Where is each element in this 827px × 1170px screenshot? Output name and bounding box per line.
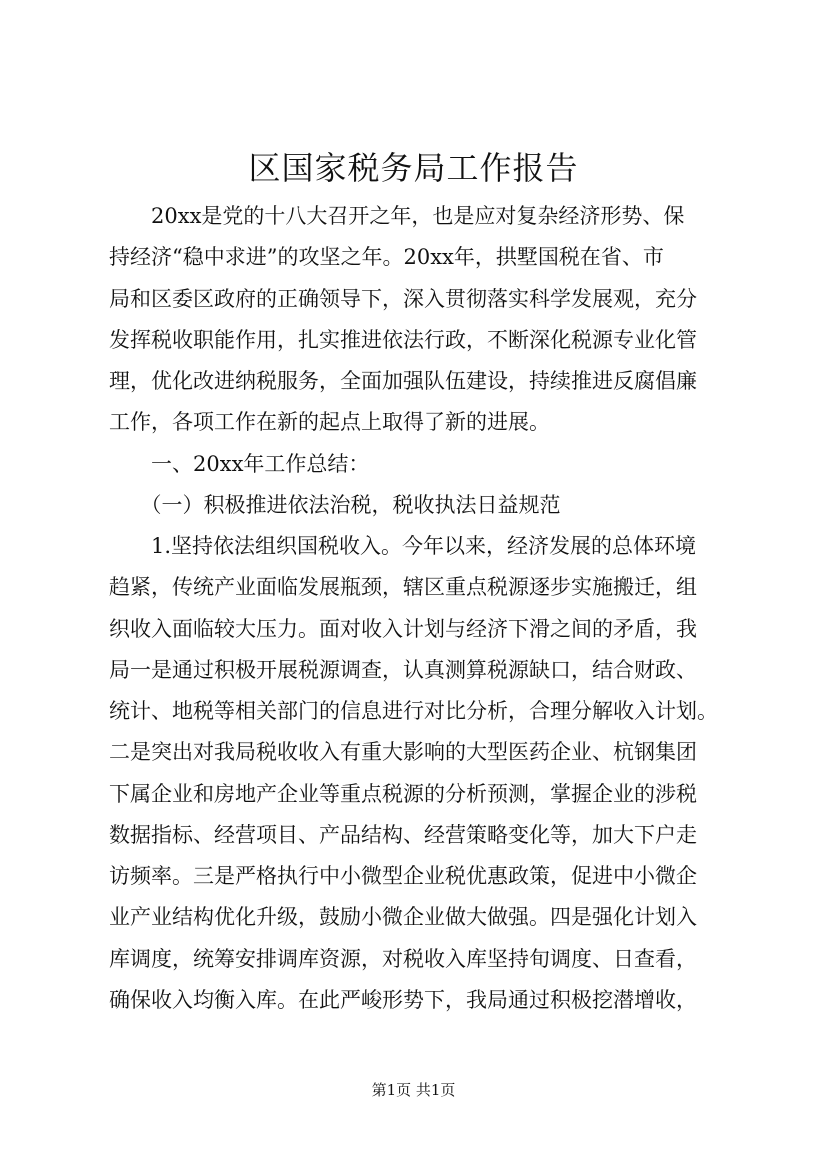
- body-line: 数据指标、经营项目、产品结构、经营策略变化等，加大下户走: [109, 822, 697, 847]
- body-line: 库调度，统筹安排调库资源，对税收入库坚持旬调度、日查看，: [109, 946, 697, 971]
- body-line: 理，优化改进纳税服务，全面加强队伍建设，持续推进反腐倡廉: [109, 369, 697, 393]
- body-line: 20xx是党的十八大召开之年，也是应对复杂经济形势、保: [109, 204, 685, 228]
- body-line: 确保收入均衡入库。在此严峻形势下，我局通过积极挖潜增收，: [109, 987, 697, 1012]
- body-line: 工作，各项工作在新的起点上取得了新的进展。: [109, 410, 550, 435]
- body-line: 1.坚持依法组织国税收入。今年以来，经济发展的总体环境: [109, 534, 697, 558]
- body-line: 局一是通过积极开展税源调查，认真测算税源缺口，结合财政、: [109, 657, 697, 682]
- document-title: 区国家税务局工作报告: [248, 149, 579, 187]
- body-line: 统计、地税等相关部门的信息进行对比分析，合理分解收入计划。: [109, 699, 718, 723]
- document-body: [109, 196, 739, 1021]
- body-line: 局和区委区政府的正确领导下，深入贯彻落实科学发展观，充分: [109, 286, 697, 311]
- subsection-heading: （一）积极推进依法治税，税收执法日益规范: [109, 492, 561, 517]
- body-line: 发挥税收职能作用，扎实推进依法行政，不断深化税源专业化管: [109, 327, 697, 352]
- body-line: 下属企业和房地产企业等重点税源的分析预测，掌握企业的涉税: [109, 781, 697, 806]
- page-footer: 第1页 共1页: [371, 1081, 456, 1099]
- section-heading: 一、20xx年工作总结：: [109, 451, 370, 476]
- body-line: 趋紧，传统产业面临发展瓶颈，辖区重点税源逐步实施搬迁，组: [109, 575, 697, 600]
- body-line: 织收入面临较大压力。面对收入计划与经济下滑之间的矛盾，我: [109, 616, 697, 641]
- body-line: 业产业结构优化升级，鼓励小微企业做大做强。四是强化计划入: [109, 905, 697, 930]
- body-line: 持经济“稳中求进”的攻坚之年。20xx年，拱墅国税在省、市: [109, 245, 664, 270]
- body-line: 二是突出对我局税收收入有重大影响的大型医药企业、杭钢集团: [109, 740, 697, 765]
- body-line: 访频率。三是严格执行中小微型企业税优惠政策，促进中小微企: [109, 864, 697, 888]
